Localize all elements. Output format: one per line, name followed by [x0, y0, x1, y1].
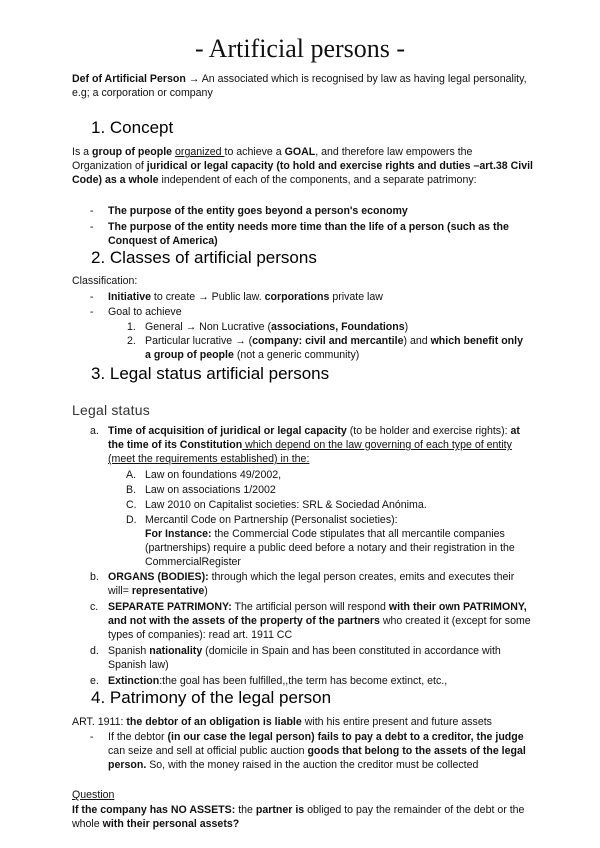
legal-item-e [108, 674, 528, 688]
definition-label: Def of Artificial Person [72, 73, 186, 85]
concept-bullet: The purpose of the entity goes beyond a person's economy [108, 205, 408, 217]
classes-bold: associations, Foundations [271, 321, 405, 333]
law-item: Law on foundations 49/2002, [145, 469, 282, 481]
bullet-dash: - [90, 221, 94, 233]
legal-bold: ORGANS (BODIES): [108, 571, 209, 583]
list-letter: e. [90, 675, 99, 687]
patrimony-text: with his entire present and future assets [301, 716, 492, 728]
bullet-dash: - [90, 205, 94, 217]
heading-classes: 2. Classes of artificial persons [91, 248, 317, 267]
list-letter: b. [90, 571, 99, 583]
art-1911-paragraph [72, 715, 534, 729]
classes-text: General → Non Lucrative ( [145, 321, 272, 333]
legal-bold: with their own PATRIMONY, and not with the assets of the property of the partners [108, 601, 527, 627]
legal-text: The artificial person will respond [231, 601, 389, 613]
heading-legal-status: 3. Legal status artificial persons [91, 364, 330, 383]
legal-text: ) [204, 585, 208, 597]
legal-item-c [108, 600, 534, 642]
classes-bold: Initiative [108, 291, 151, 303]
concept-text: independent of each of the components, and a separate patrimony: [158, 174, 477, 186]
legal-text: who created it (except for some types of companies): read art. 1911 CC [108, 615, 531, 641]
bullet-dash: - [90, 731, 94, 743]
heading-concept: 1. Concept [91, 118, 174, 137]
classification-label: Classification: [72, 275, 138, 287]
law-item: Mercantil Code on Partnership (Personalist societies): [145, 514, 398, 526]
concept-text: to achieve a [224, 146, 285, 158]
page-title: - Artificial persons - [194, 34, 406, 63]
legal-text: through which the legal person creates, emits and executes their will= [108, 571, 515, 597]
concept-bold: juridical or legal capacity (to hold and exercise rights and duties –art.38 Civil Code) as a whole [72, 160, 533, 186]
classes-text: (not a generic community) [233, 349, 360, 361]
legal-bold: nationality [149, 645, 203, 657]
definition-arrow: → [185, 73, 202, 85]
classes-text: ) and [403, 335, 431, 347]
list-number: 1. [127, 321, 136, 333]
patrimony-text: the [235, 804, 256, 816]
legal-text: the Commercial Code stipulates that all mercantile companies (partnerships) require a public deed before a notary and their registration in the CommercialRegister [145, 528, 515, 568]
legal-text: :the goal has been fulfilled,,the term has become extinct, etc., [159, 675, 448, 687]
classes-bold: corporations [264, 291, 330, 303]
classes-text: Particular lucrative → ( [145, 335, 253, 347]
classes-sub-particular [145, 334, 527, 362]
list-letter: c. [90, 601, 99, 613]
legal-item-a [108, 424, 538, 466]
classes-bullet-initiative [108, 290, 528, 304]
classes-bullet-goal: Goal to achieve [108, 306, 182, 318]
patrimony-text: So, with the money raised in the auction the creditor must be collected [146, 759, 479, 771]
patrimony-bold: goods that belong to the assets of the legal person. [108, 745, 526, 771]
patrimony-bold: the debtor of an obligation is liable [126, 716, 302, 728]
patrimony-bold: (in our case the legal person) fails to pay a debt to a creditor, the judge [167, 731, 524, 743]
list-letter: A. [126, 469, 137, 481]
question-label: Question [72, 789, 115, 801]
patrimony-text: obliged to pay the remainder of the debt or the whole [72, 804, 525, 830]
classes-text: private law [329, 291, 383, 303]
law-item: Law on associations 1/2002 [145, 484, 276, 496]
concept-bullet: The purpose of the entity needs more time than the life of a person (such as the Conquest of America) [108, 221, 509, 247]
legal-underline: which depend on the law governing of each type of entity (meet the requirements established) in the: [108, 439, 512, 465]
patrimony-text: If the debtor [108, 731, 168, 743]
patrimony-bold: partner is [255, 804, 305, 816]
legal-text: (to be holder and exercise rights): [346, 425, 511, 437]
question-paragraph [72, 803, 528, 831]
for-instance-paragraph [145, 527, 525, 569]
bullet-dash: - [90, 291, 94, 303]
legal-bold: representative [131, 585, 205, 597]
legal-bold: SEPARATE PATRIMONY: [108, 601, 232, 613]
list-letter: D. [126, 514, 137, 526]
definition-text: An associated which is recognised by law as having legal personality, e.g; a corporation or company [72, 73, 527, 99]
list-letter: C. [126, 499, 137, 511]
concept-text: Is a [72, 146, 93, 158]
legal-bold: at the time of its Constitution [108, 425, 520, 451]
legal-bold: Time of acquisition of juridical or legal capacity [108, 425, 347, 437]
law-item: Law 2010 on Capitalist societies: SRL & Sociedad Anónima. [145, 499, 427, 511]
classes-text: ) [404, 321, 409, 333]
heading-patrimony: 4. Patrimony of the legal person [91, 688, 332, 707]
classes-bold: company: civil and mercantile [252, 335, 404, 347]
concept-bold: GOAL [284, 146, 316, 158]
patrimony-bullet [108, 730, 526, 772]
list-letter: a. [90, 425, 99, 437]
classes-bold: which benefit only a group of people [145, 335, 523, 361]
legal-bold: For Instance: [145, 528, 212, 540]
concept-bold: group of people [92, 146, 173, 158]
classes-sub-general [145, 320, 525, 334]
list-letter: B. [126, 484, 137, 496]
legal-item-d [108, 644, 528, 672]
legal-item-b [108, 570, 528, 598]
legal-text: (domicile in Spain and has been constituted in accordance with Spanish law) [108, 645, 501, 671]
legal-text: Spanish [108, 645, 150, 657]
patrimony-bold: If the company has NO ASSETS: [72, 804, 236, 816]
subheading-legal-status: Legal status [72, 402, 150, 418]
legal-bold: Extinction [108, 675, 160, 687]
patrimony-text: ART. 1911: [72, 716, 127, 728]
list-number: 2. [127, 335, 136, 347]
concept-paragraph [72, 145, 534, 187]
concept-text: , and therefore law empowers the Organization of [72, 146, 473, 172]
patrimony-bold: with their personal assets? [102, 818, 240, 830]
concept-underline: organized [175, 146, 225, 158]
list-letter: d. [90, 645, 99, 657]
bullet-dash: - [90, 306, 94, 318]
classes-text: to create → Public law. [150, 291, 265, 303]
patrimony-text: can seize and sell at official public auction [108, 745, 308, 757]
definition-paragraph [72, 72, 534, 100]
